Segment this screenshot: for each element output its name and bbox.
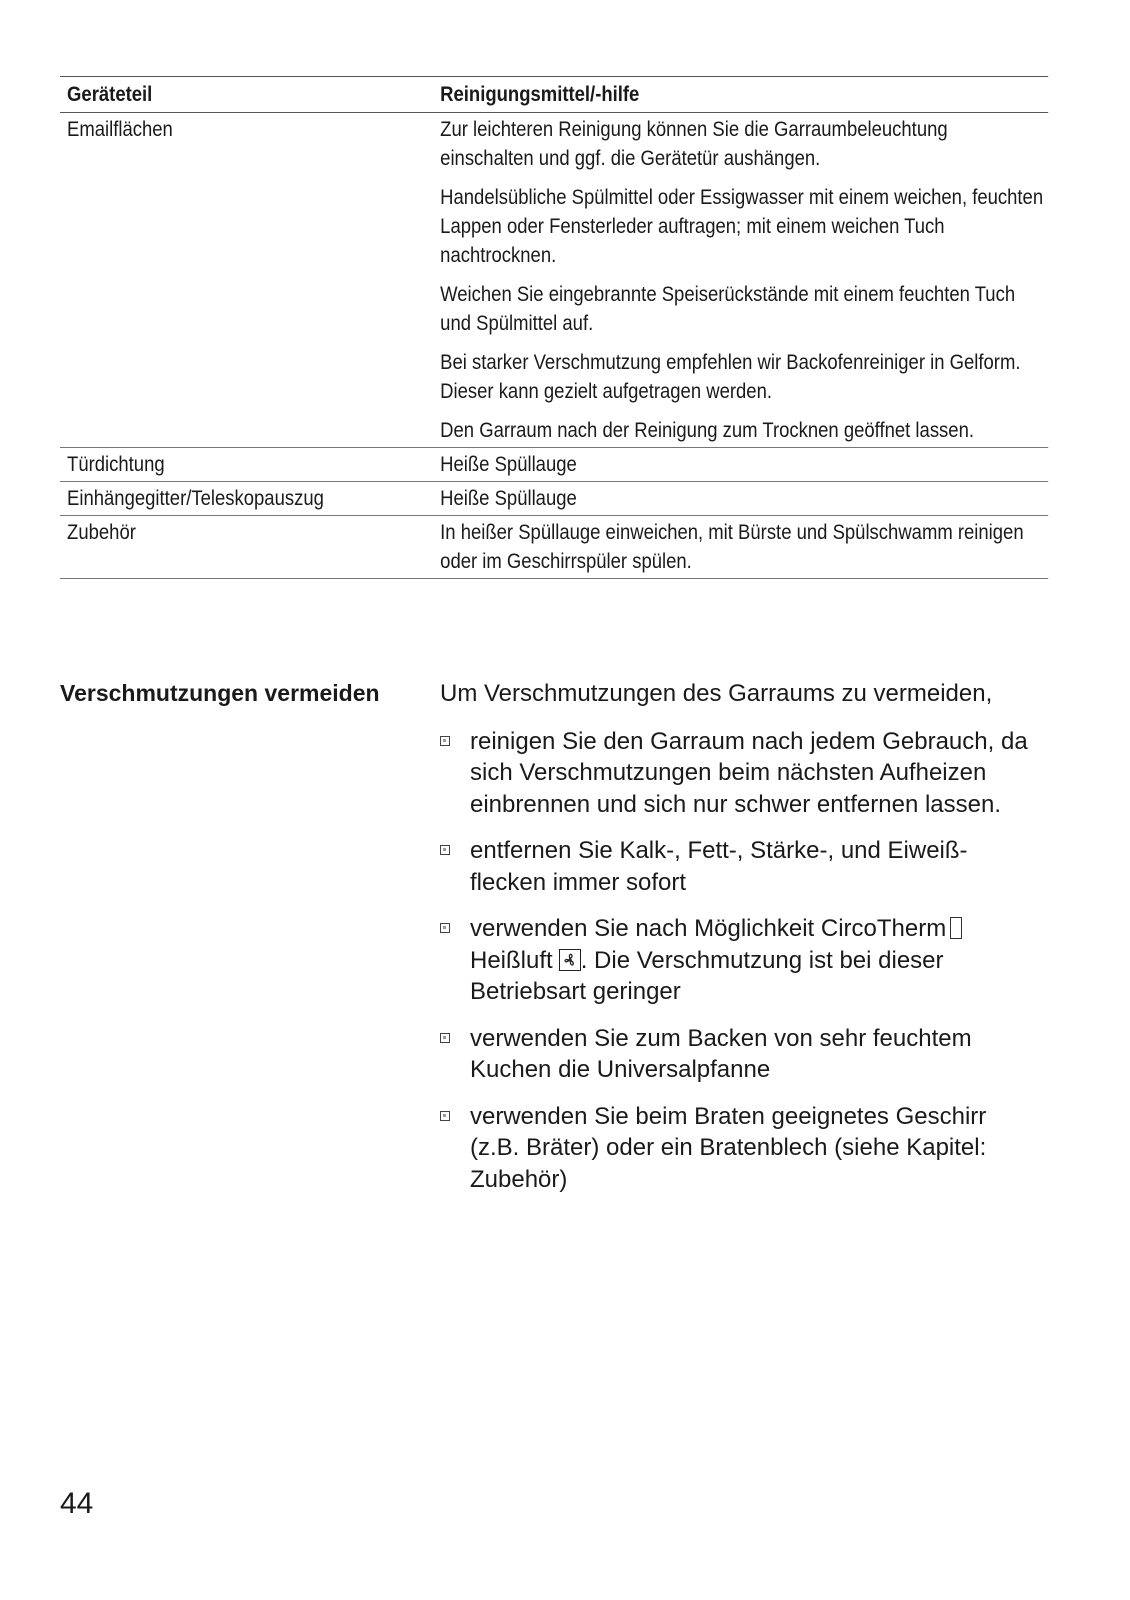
cleaning-instructions (440, 448, 1048, 481)
instruction-paragraph: In heißer Spüllauge einweichen, mit Bürste und Spülschwamm reinigen oder im Geschirrspüler spülen. (440, 521, 1024, 573)
instruction-paragraph: Den Garraum nach der Reinigung zum Trocknen geöffnet lassen. (440, 419, 974, 442)
list-item-text: verwenden Sie beim Braten geeignetes Geschirr (z.B. Bräter) oder ein Bratenblech (siehe Kapitel: Zubehör) (470, 1102, 987, 1193)
list-item-text-after: . Die Verschmutzung ist bei dieser Betriebsart geringer (470, 946, 944, 1005)
cleaning-instructions (440, 113, 1048, 447)
list-item-text-middle: Heißluft (470, 946, 553, 974)
cleaning-instructions (440, 516, 1048, 578)
square-bullet-icon (440, 845, 450, 855)
table-header-row (60, 76, 1048, 113)
square-bullet-icon (440, 923, 450, 933)
column-header-cleaning-agent: Reinigungsmittel/-hilfe (440, 83, 640, 106)
list-item-text-before: verwenden Sie nach Möglichkeit CircoTherm (470, 915, 947, 942)
square-bullet-icon (440, 1111, 450, 1121)
cleaning-table (60, 76, 1048, 579)
section-intro: Um Verschmutzungen des Garraums zu vermeiden, (440, 680, 993, 707)
instruction-paragraph: Heiße Spüllauge (440, 487, 577, 510)
section-body (440, 678, 1040, 1210)
hot-air-fan-icon (559, 949, 581, 971)
list-item-text: reinigen Sie den Garraum nach jedem Gebrauch, da sich Verschmutzungen beim nächsten Aufheizen einbrennen und sich nur schwer entfernen lassen. (470, 727, 1028, 818)
instruction-paragraph: Bei starker Verschmutzung empfehlen wir Backofenreiniger in Gelform. Dieser kann gezielt aufgetragen werden. (440, 351, 1021, 403)
part-name: Einhängegitter/Teleskopauszug (67, 487, 324, 510)
instruction-paragraph: Weichen Sie eingebrannte Speiserückstände mit einem feuchten Tuch und Spülmittel auf. (440, 283, 1016, 335)
part-name: Emailflächen (67, 118, 173, 141)
list-item-text: entfernen Sie Kalk-, Fett-, Stärke-, und Eiweiß-flecken immer sofort (470, 837, 968, 896)
cleaning-instructions (440, 482, 1048, 515)
table-row (60, 515, 1048, 579)
instruction-paragraph: Zur leichteren Reinigung können Sie die Garraumbeleuchtung einschalten und ggf. die Gerätetür aushängen. (440, 118, 948, 170)
section-heading: Verschmutzungen vermeiden (60, 680, 380, 706)
list-item (440, 913, 1040, 1008)
tips-list (440, 726, 1040, 1196)
instruction-paragraph: Heiße Spüllauge (440, 453, 577, 476)
list-item (440, 726, 1040, 821)
square-bullet-icon (440, 1033, 450, 1043)
list-item (440, 1101, 1040, 1196)
list-item (440, 835, 1040, 898)
list-item-text: verwenden Sie zum Backen von sehr feuchtem Kuchen die Universalpfanne (470, 1024, 972, 1083)
placeholder-symbol-icon (950, 917, 962, 939)
square-bullet-icon (440, 736, 450, 746)
column-header-part: Geräteteil (67, 83, 153, 106)
part-name: Zubehör (67, 521, 136, 544)
instruction-paragraph: Handelsübliche Spülmittel oder Essigwasser mit einem weichen, feuchten Lappen oder Fensterleder auftragen; mit einem weichen Tuch nachtrocknen. (440, 186, 1044, 267)
list-item (440, 1023, 1040, 1086)
part-name: Türdichtung (67, 453, 165, 476)
table-row (60, 447, 1048, 481)
table-row (60, 481, 1048, 515)
table-row (60, 113, 1048, 447)
page-number: 44 (60, 1487, 94, 1520)
